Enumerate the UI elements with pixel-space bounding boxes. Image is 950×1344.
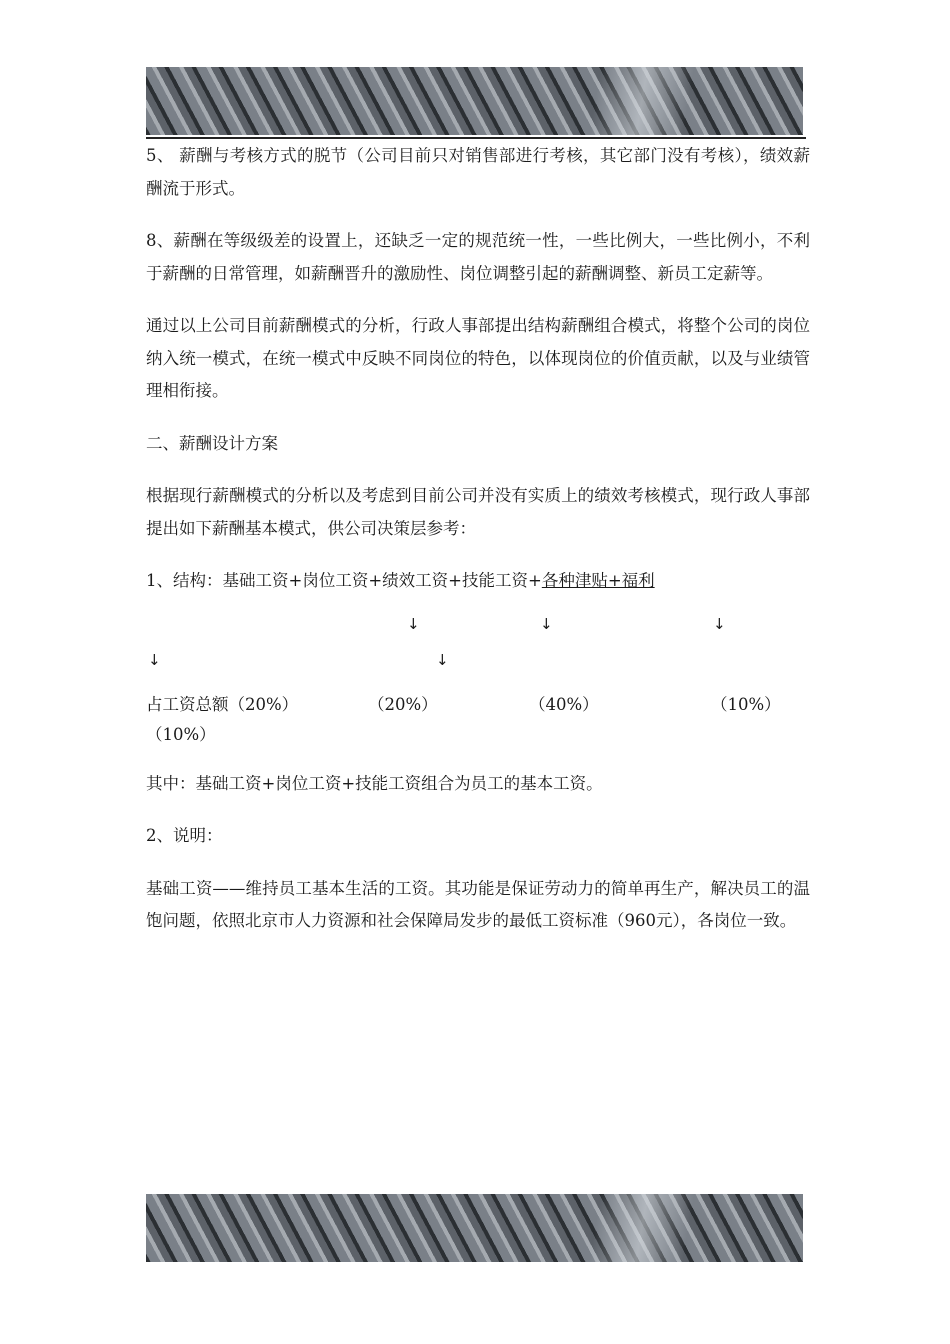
structure-line <box>146 565 810 598</box>
structure-prefix: 1、结构：基础工资+岗位工资+绩效工资+技能工资+ <box>146 571 542 590</box>
percentage-label: 占工资总额（20%） <box>146 694 299 714</box>
paragraph-item-8: 8、薪酬在等级级差的设置上，还缺乏一定的规范统一性，一些比例大，一些比例小，不利于薪酬的日常管理，如薪酬晋升的激励性、岗位调整引起的薪酬调整、新员工定薪等。 <box>146 231 810 283</box>
down-arrow-icon: ↓ <box>713 614 726 633</box>
document-body <box>146 140 810 958</box>
percentage-row <box>146 690 810 720</box>
paragraph-basis: 根据现行薪酬模式的分析以及考虑到目前公司并没有实质上的绩效考核模式，现行政人事部提出如下薪酬基本模式，供公司决策层参考： <box>146 486 810 538</box>
down-arrow-icon: ↓ <box>540 614 553 633</box>
paragraph-analysis: 通过以上公司目前薪酬模式的分析，行政人事部提出结构薪酬组合模式，将整个公司的岗位纳入统一模式，在统一模式中反映不同岗位的特色，以体现岗位的价值贡献，以及与业绩管理相衔接。 <box>146 316 810 400</box>
section-heading: 二、薪酬设计方案 <box>146 433 278 453</box>
down-arrow-icon: ↓ <box>436 650 449 669</box>
header-rule <box>146 137 806 139</box>
percentage-label: （10%） <box>711 694 781 714</box>
paragraph-basic-wage: 其中：基础工资+岗位工资+技能工资组合为员工的基本工资。 <box>146 773 603 793</box>
footer-banner-image <box>146 1194 803 1262</box>
percentage-label: （20%） <box>368 694 438 714</box>
arrow-row <box>146 614 810 678</box>
paragraph-base-pay: 基础工资——维持员工基本生活的工资。其功能是保证劳动力的简单再生产，解决员工的温饱问题，依照北京市人力资源和社会保障局发步的最低工资标准（960元），各岗位一致。 <box>146 878 810 930</box>
down-arrow-icon: ↓ <box>407 614 420 633</box>
down-arrow-icon: ↓ <box>148 650 161 669</box>
percentage-label: （10%） <box>146 724 216 744</box>
paragraph-item-5: 5、 薪酬与考核方式的脱节（公司目前只对销售部进行考核，其它部门没有考核），绩效薪酬流于形式。 <box>146 146 810 198</box>
structure-underlined: 各种津贴+福利 <box>541 571 655 590</box>
percentage-label: （40%） <box>529 694 599 714</box>
header-banner-image <box>146 67 803 135</box>
note-heading: 2、说明： <box>146 826 223 845</box>
